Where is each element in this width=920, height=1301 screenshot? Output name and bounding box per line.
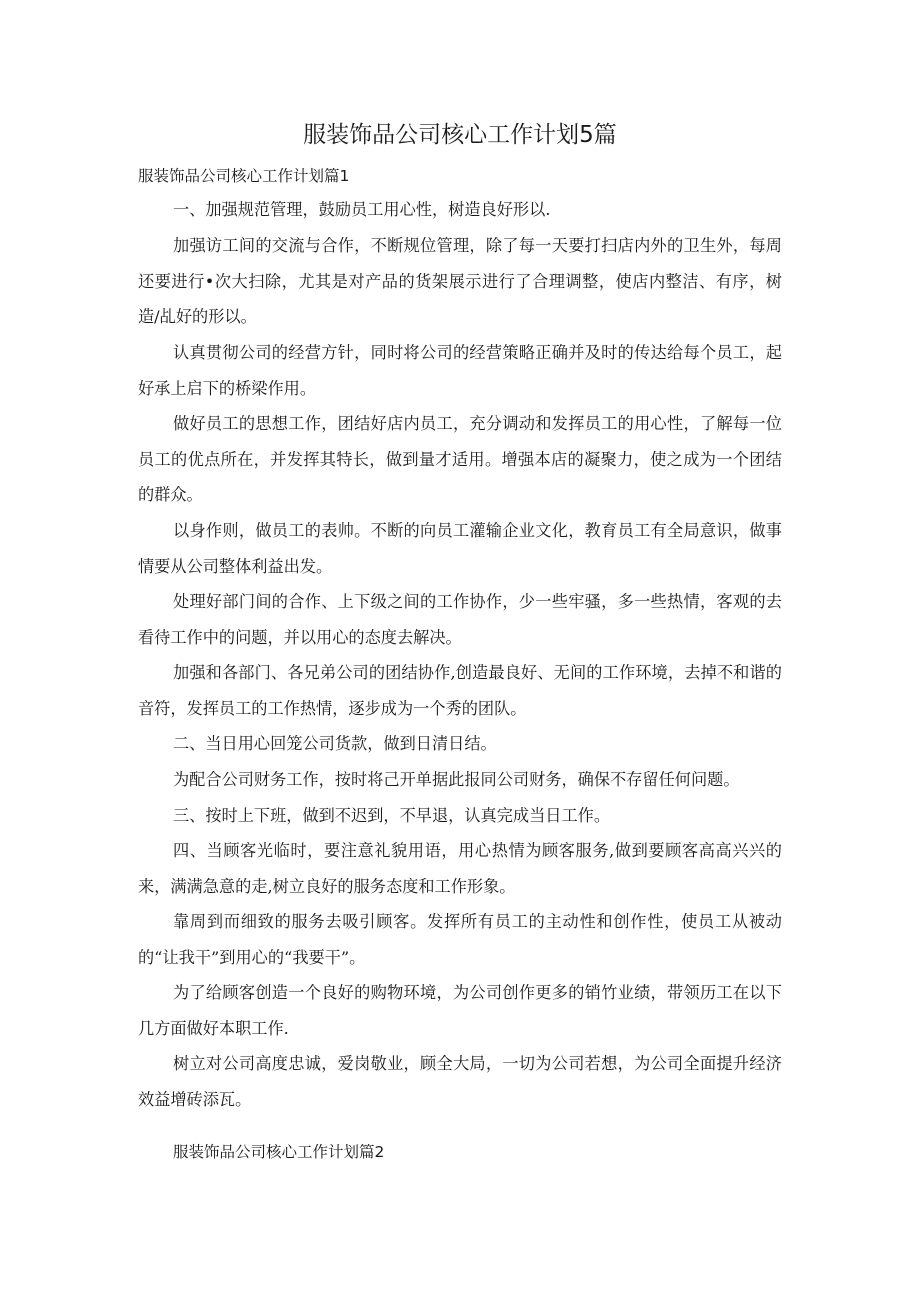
section-heading-1: 服装饰品公司核心工作计划篇1: [138, 167, 350, 185]
paragraph: 认真贯彻公司的经营方针，同时将公司的经营策略正确并及时的传达给每个员工，起好承上启下的桥梁作用。: [138, 343, 782, 398]
paragraph: 为了给顾客创造一个良好的购物环境，为公司创作更多的销竹业绩，带领历工在以下几方面做好本职工作.: [138, 983, 782, 1038]
paragraph: 做好员工的思想工作，团结好店内员工，充分调动和发挥员工的用心性，了解每一位员工的优点所在，并发挥其特长，做到量才适用。增强本店的凝聚力，使之成为一个团结的群众。: [138, 414, 782, 504]
paragraph: 二、当日用心回笼公司货款，做到日清日结。: [173, 734, 497, 753]
paragraph: 以身作则，做员工的表帅。不断的向员工灌输企业文化，教育员工有全局意识，做事情要从公司整体利益出发。: [138, 521, 782, 576]
section-heading-2: 服装饰品公司核心工作计划篇2: [173, 1143, 385, 1161]
paragraph: 树立对公司高度忠诚，爱岗敬业，顾全大局，一切为公司若想，为公司全面提升经济效益增砖添瓦。: [138, 1054, 782, 1109]
paragraph: 处理好部门间的合作、上下级之间的工作协作，少一些牢骚，多一些热情，客观的去看待工作中的问题，并以用心的态度去解决。: [138, 592, 782, 647]
paragraph: 三、按时上下班，做到不迟到，不早退，认真完成当日工作。: [173, 806, 611, 825]
paragraph: 为配合公司财务工作，按时将己开单据此报同公司财务，确保不存留任何问题。: [173, 770, 740, 789]
paragraph: 加强访工间的交流与合作，不断规位管理，除了每一天要打扫店内外的卫生外，每周还要进行•次大扫除，尤其是对产品的货架展示进行了合理调整，使店内整洁、有序，树造/乩好的形以。: [138, 236, 782, 326]
paragraph: 四、当顾客光临时，要注意礼貌用语，用心热情为顾客服务,做到要顾客高高兴兴的来，满满急意的走,树立良好的服务态度和工作形象。: [138, 841, 782, 896]
paragraph: 加强和各部门、各兄弟公司的团结协作,创造最良好、无间的工作环境，去掉不和谐的音符，发挥员工的工作热情，逐步成为一个秀的团队。: [138, 663, 782, 718]
document-title: 服装饰品公司核心工作计划5篇: [303, 122, 617, 148]
paragraph: 靠周到而细致的服务去吸引顾客。发挥所有员工的主动性和创作性，使员工从被动的“让我干”到用心的“我要干”。: [138, 912, 782, 967]
paragraph: 一、加强规范管理，鼓励员工用心性，树造良好形以.: [173, 200, 551, 219]
